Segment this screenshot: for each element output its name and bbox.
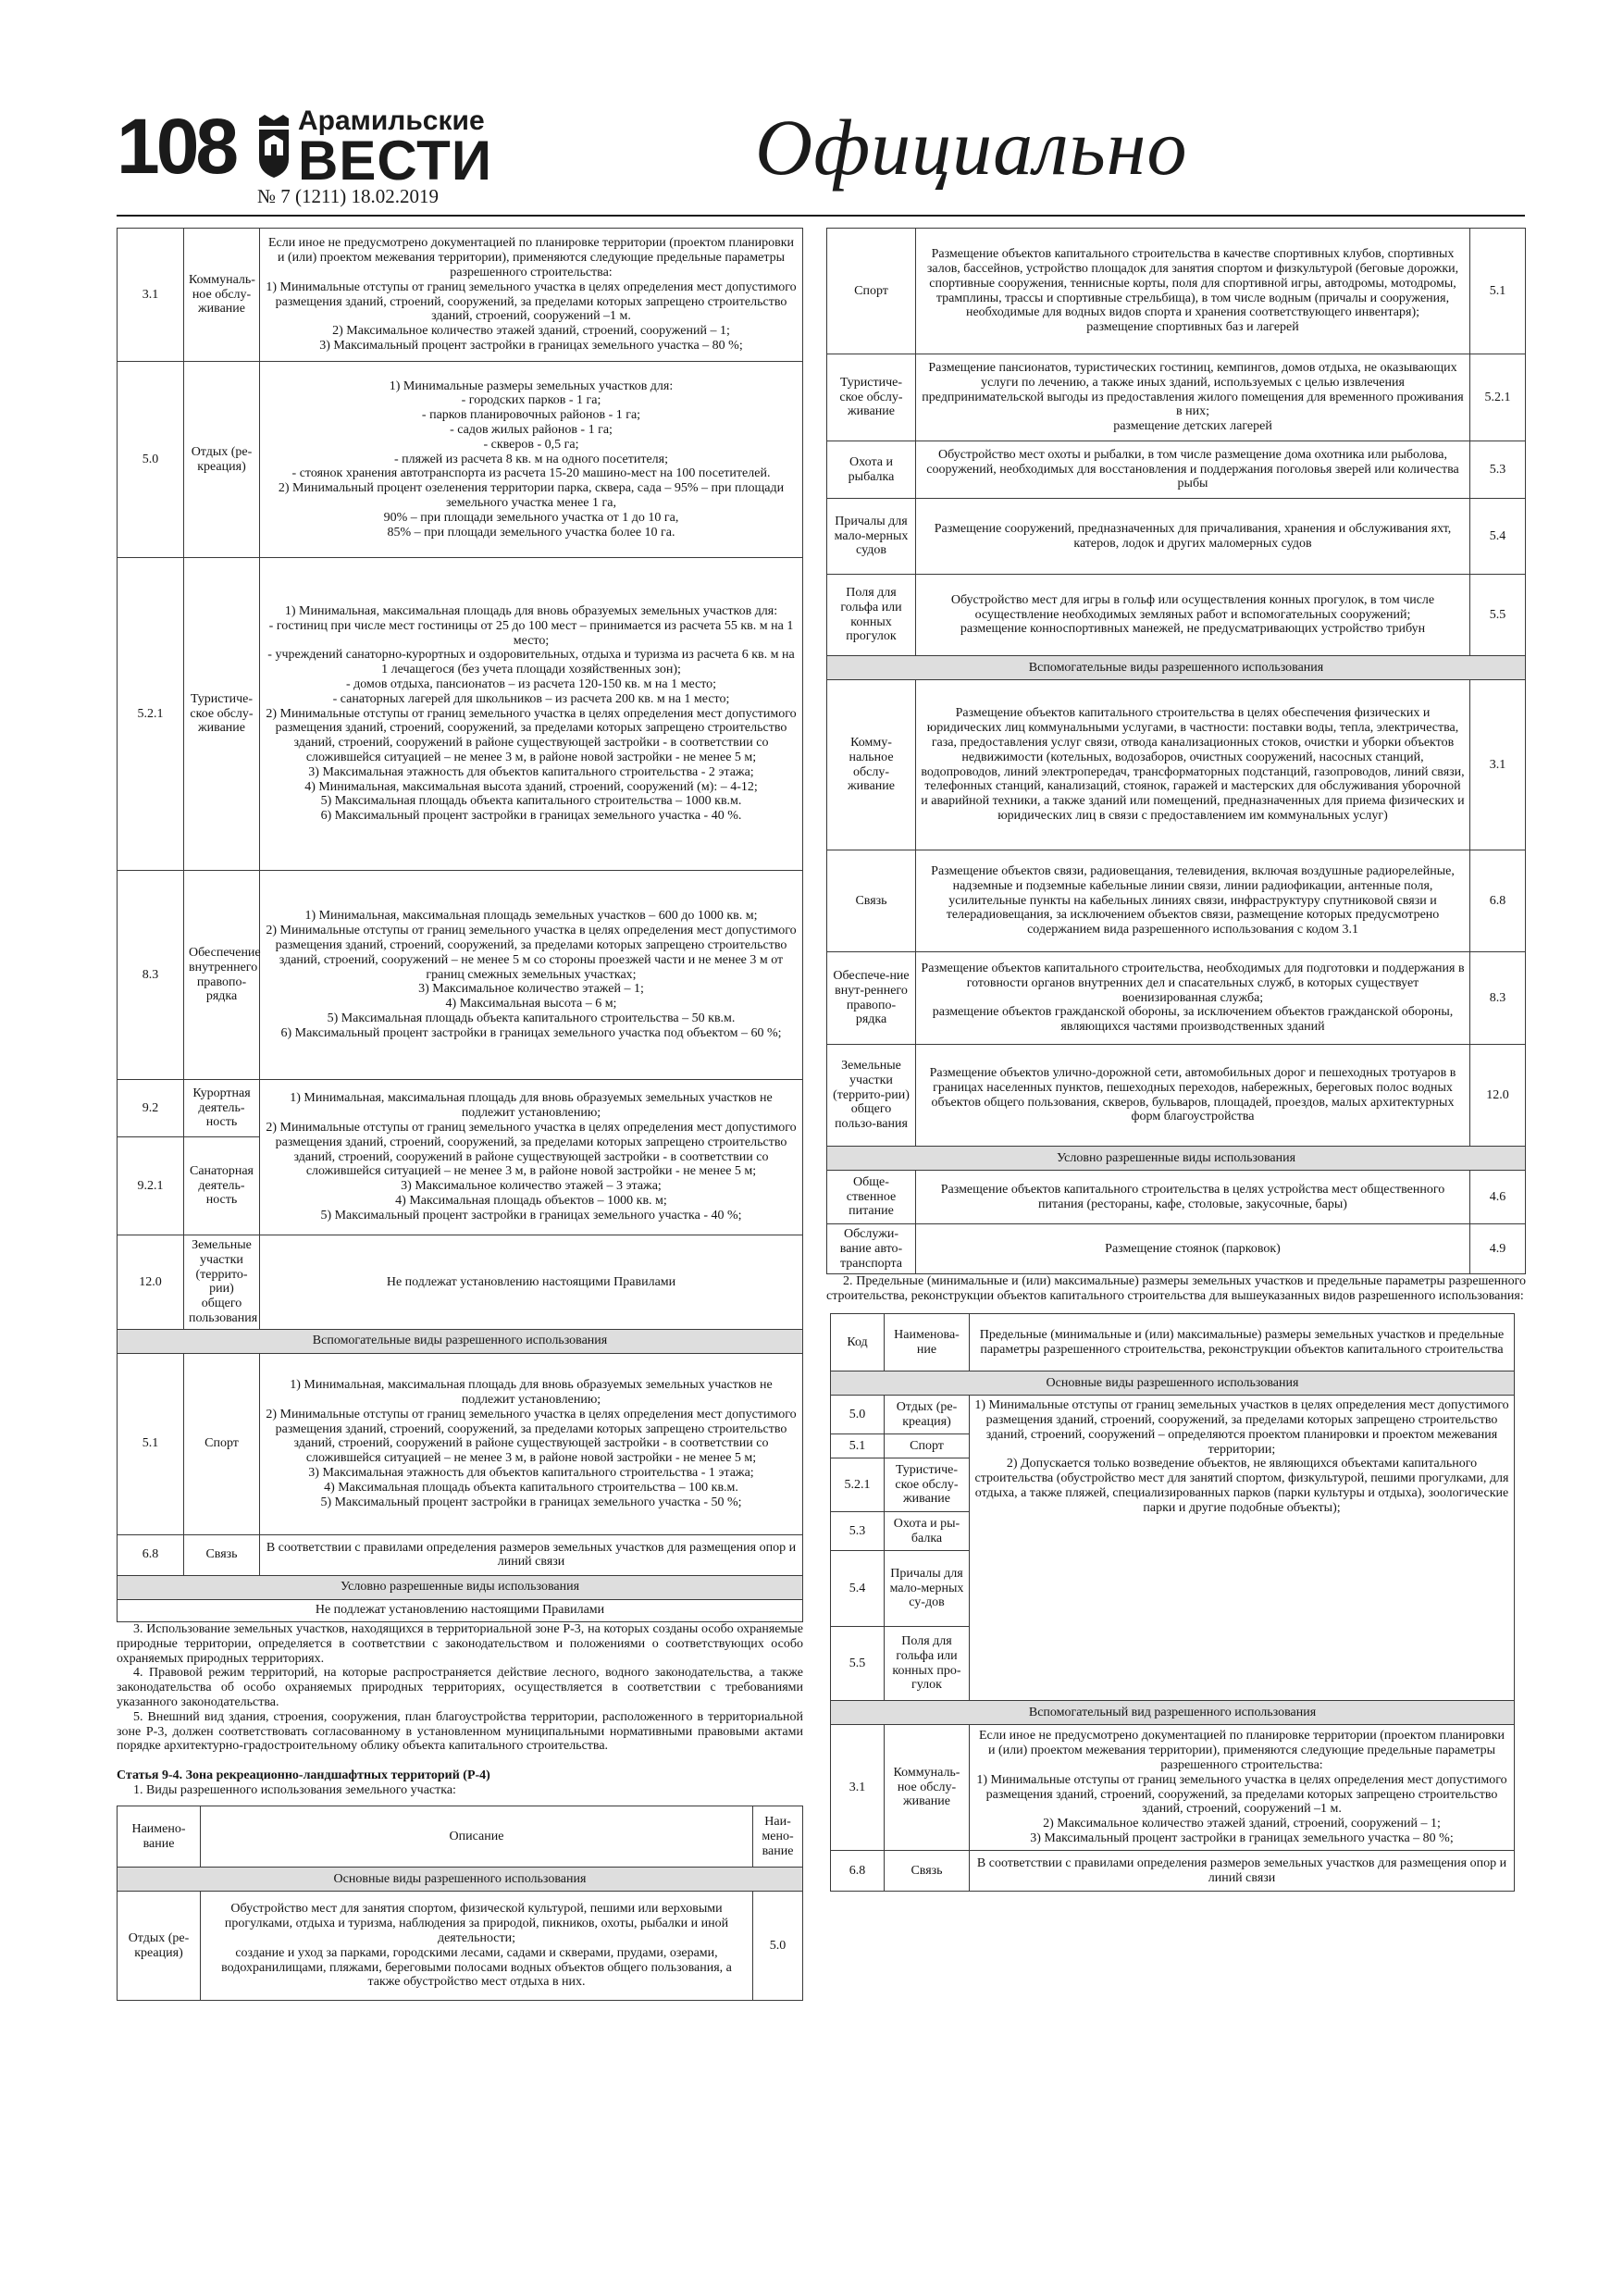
params-cell: В соответствии с правилами определения размеров земельных участков для размещения опор и линий связи (970, 1851, 1515, 1892)
section-header: Основные виды разрешенного использования (831, 1371, 1515, 1396)
table-row (118, 871, 803, 1080)
section-header-row (118, 1575, 803, 1599)
name-cell: Отдых (ре-креация) (184, 362, 260, 558)
params-cell: Размещение объектов капитального строительства в целях устройства мест общественного питания (рестораны, кафе, столовые, закусочные, бары) (916, 1171, 1470, 1224)
params-cell: Размещение объектов улично-дорожной сети, автомобильных дорог и пешеходных тротуаров в границах населенных пунктов, пешеходных переходов, набережных, береговых полос водных объектов общего пользования, скверов, бульваров, площадей, проездов, малых архитектурных форм благоустройства (916, 1045, 1470, 1147)
right-uses-table (826, 228, 1526, 1274)
name-cell: Земельные участки (террито-рии) общего пользо-вания (827, 1045, 916, 1147)
name-cell: Обще-ственное питание (827, 1171, 916, 1224)
params-cell: 1) Минимальные размеры земельных участков для: - городских парков - 1 га; - парков планировочных районов - 1 га; - садов жилых районов - 1 га; - скверов - 0,5 га; - пляжей из расчета 8 кв. м на одного посетителя; - стоянок хранения автотранспорта из расчета 15-20 машино-мест на 100 посетителей. 2) Минимальный процент озеленения территории парка, сквера, сада – 95% – при площади земельного участка менее 1 га, 90% – при площади земельного участка от 1 до 10 га, 85% – при площади земельного участка более 10 га. (260, 362, 803, 558)
name-cell: Обслужи-вание авто-транспорта (827, 1224, 916, 1274)
name-cell: Курортная деятель-ность (184, 1080, 260, 1137)
issue-info: № 7 (1211) 18.02.2019 (257, 185, 439, 207)
code-cell: 3.1 (831, 1725, 885, 1851)
section-header: Вспомогательный вид разрешенного использования (831, 1701, 1515, 1725)
table-row (827, 441, 1526, 499)
section-header-row (118, 1329, 803, 1353)
paragraph: 4. Правовой режим территорий, на которые распространяется действие лесного, водного законодательства, а также законодательства об особо охраняемых природных территориях, осуществляется в соответствии с требованиями указанного законодательства. (117, 1666, 803, 1709)
name-cell: Причалы для мало-мерных судов (827, 499, 916, 575)
code-cell: 5.4 (831, 1551, 885, 1627)
coat-of-arms-icon (255, 113, 292, 180)
name-cell: Поля для гольфа или конных про-гулок (885, 1627, 970, 1701)
code-cell: 12.0 (118, 1235, 184, 1330)
table-row (827, 1045, 1526, 1147)
params-cell: Размещение пансионатов, туристических гостиниц, кемпингов, домов отдыха, не оказывающих услуги по лечению, а также иных зданий, используемых с целью извлечения предпринимательской выгоды из предоставления жилого помещения для временного проживания в них; размещение детских лагерей (916, 354, 1470, 441)
params-cell: Обустройство мест для занятия спортом, физической культурой, пешими или верховыми прогулками, отдыха и туризма, наблюдения за природой, пикников, охоты, рыбалки и иной деятельности; создание и уход за парками, городскими лесами, садами и скверами, прудами, озерами, водохранилищами, пляжами, береговыми полосами водных объектов общего пользования, а также обустройство мест отдыха в них. (201, 1892, 753, 2001)
code-cell: 5.4 (1470, 499, 1526, 575)
table-row (118, 1534, 803, 1575)
code-cell: 5.1 (831, 1434, 885, 1458)
table-header-row (118, 1806, 803, 1868)
params-cell: В соответствии с правилами определения размеров земельных участков для размещения опор и линий связи (260, 1534, 803, 1575)
section-header-row (831, 1701, 1515, 1725)
name-cell: Земельные участки (террито-рии) общего пользования (184, 1235, 260, 1330)
params-cell: Обустройство мест для игры в гольф или осуществления конных прогулок, в том числе осуществление необходимых земляных работ и вспомогательных сооружений; размещение конноспортивных манежей, не предусматривающих устройство трибун (916, 575, 1470, 656)
section-header: Вспомогательные виды разрешенного использования (118, 1329, 803, 1353)
code-cell: 4.9 (1470, 1224, 1526, 1274)
params-cell: Размещение объектов капитального строительства в качестве спортивных клубов, спортивных залов, бассейнов, устройство площадок для занятия спортом и физкультурой (беговые дорожки, спортивные сооружения, теннисные корты, поля для спортивной игры, автодромы, мотодромы, трамплины, трассы и спортивные стрельбища), в том числе водным (причалы и сооружения, необходимые для водных видов спорта и хранения соответствующего инвентаря); размещение спортивных баз и лагерей (916, 229, 1470, 354)
code-cell: 6.8 (831, 1851, 885, 1892)
table-row (118, 1353, 803, 1534)
brand-title: ВЕСТИ (298, 130, 492, 192)
limits-table (830, 1313, 1515, 1892)
brand-top: Арамильские (298, 105, 485, 136)
params-cell: 1) Минимальные отступы от границ земельных участков в целях определения мест допустимого размещения зданий, строений, сооружений, за пределами которых запрещено строительство зданий, строений, сооружений – определяются проектом планировки и проектом межевания территории; 2) Допускается только возведение объектов, не являющихся объектами капитального строительства (обустройство мест для занятий спортом, физкультурой, пешими прогулками, для отдыха, а также пляжей, специализированных парков (парки культуры и отдыха), зоологические парки и другие подобные объекты); (970, 1396, 1515, 1701)
table-row (827, 575, 1526, 656)
table-row (118, 1892, 803, 2001)
params-cell: Обустройство мест охоты и рыбалки, в том числе размещение дома охотника или рыболова, сооружений, необходимых для восстановления и поддержания поголовья зверей или количества рыбы (916, 441, 1470, 499)
params-cell: 1) Минимальная, максимальная площадь для вновь образуемых земельных участков для: - гостиниц при числе мест гостиницы от 25 до 100 мест – принимается из расчета 55 кв. м на 1 место; - учреждений санаторно-курортных и оздоровительных, отдыха и туризма из расчета 6 кв. м на 1 лечащегося (без учета площади хозяйственных зон); - домов отдыха, пансионатов – из расчета 120-150 кв. м на 1 место; - санаторных лагерей для школьников – из расчета 200 кв. м на 1 место; 2) Минимальные отступы от границ земельного участка в целях определения мест допустимого размещения зданий, строений, сооружений, за пределами которых запрещено строительство зданий, строений, сооружений в районе существующей застройки - в соответствии со сложившейся ситуацией – не менее 3 м, в районе новой застройки - не менее 5 м; 3) Максимальная этажность для объектов капитального строительства - 2 этажа; 4) Минимальная, максимальная высота зданий, строений, сооружений (м): – 4-12; 5) Максимальная площадь объекта капитального строительства – 1000 кв.м. 6) Максимальный процент застройки в границах земельного участка - 40 %. (260, 558, 803, 871)
code-cell: 5.0 (118, 362, 184, 558)
params-cell: 1) Минимальная, максимальная площадь для вновь образуемых земельных участков не подлежит установлению; 2) Минимальные отступы от границ земельного участка в целях определения мест допустимого размещения зданий, строений, сооружений, за пределами которых запрещено строительство зданий, строений, сооружений в районе существующей застройки - в соответствии со сложившейся ситуацией – не менее 3 м, в районе новой застройки - не менее 5 м; 3) Максимальная этажность для объектов капитального строительства - 1 этажа; 4) Максимальная площадь объекта капитального строительства – 100 кв.м. 5) Максимальный процент застройки в границах земельного участка - 50 %; (260, 1353, 803, 1534)
code-cell: 5.5 (1470, 575, 1526, 656)
name-cell: Охота и ры-балка (885, 1512, 970, 1551)
params-cell: Не подлежат установлению настоящими Правилами (260, 1235, 803, 1330)
section-header: Условно разрешенные виды использования (827, 1147, 1526, 1171)
table-row (118, 362, 803, 558)
table-row (118, 229, 803, 362)
article-title: Статья 9-4. Зона рекреационно-ландшафтных территорий (Р-4) (117, 1769, 490, 1783)
name-cell: Охота и рыбалка (827, 441, 916, 499)
params-cell: Если иное не предусмотрено документацией по планировке территории (проектом планировки и (или) проектом межевания территории), применяются следующие предельные параметры разрешенного строительства: 1) Минимальные отступы от границ земельного участка в целях определения мест допустимого размещения зданий, строений, сооружений, за пределами которых запрещено строительство зданий, строений, сооружений –1 м. 2) Максимальное количество этажей зданий, строений, сооружений – 1; 3) Максимальный процент застройки в границах земельного участка – 80 %; (970, 1725, 1515, 1851)
name-cell: Комму-нальное обслу-живание (827, 680, 916, 850)
code-cell: 3.1 (1470, 680, 1526, 850)
params-cell: Размещение стоянок (парковок) (916, 1224, 1470, 1274)
params-cell: Размещение сооружений, предназначенных для причаливания, хранения и обслуживания яхт, катеров, лодок и других маломерных судов (916, 499, 1470, 575)
table-row (827, 850, 1526, 952)
name-cell: Обеспече-ние внут-реннего правопо-рядка (827, 952, 916, 1045)
section-header: Основные виды разрешенного использования (118, 1868, 803, 1892)
params-cell: Размещение объектов капитального строительства, необходимых для подготовки и поддержания в готовности органов внутренних дел и спасательных служб, в которых существует военизированная служба; размещение объектов гражданской обороны, за исключением объектов гражданской обороны, являющихся частями производственных зданий (916, 952, 1470, 1045)
section-header-row (827, 656, 1526, 680)
name-cell: Связь (885, 1851, 970, 1892)
left-rules-table (117, 228, 803, 1622)
code-cell: 8.3 (118, 871, 184, 1080)
code-cell: 8.3 (1470, 952, 1526, 1045)
name-cell: Обеспечение внутреннего правопо-рядка (184, 871, 260, 1080)
code-cell: 6.8 (118, 1534, 184, 1575)
code-cell: 12.0 (1470, 1045, 1526, 1147)
table-row (831, 1725, 1515, 1851)
name-cell: Спорт (827, 229, 916, 354)
params-cell: Если иное не предусмотрено документацией по планировке территории (проектом планировки и (или) проектом межевания территории), применяются следующие предельные параметры разрешенного строительства: 1) Минимальные отступы от границ земельного участка в целях определения мест допустимого размещения зданий, строений, сооружений, за пределами которых запрещено строительство зданий, строений, сооружений –1 м. 2) Максимальное количество этажей зданий, строений, сооружений – 1; 3) Максимальный процент застройки в границах земельного участка – 80 %; (260, 229, 803, 362)
table-row (118, 1599, 803, 1621)
right-column (826, 228, 1526, 1892)
code-cell: 5.0 (831, 1396, 885, 1434)
name-cell: Туристиче-ское обслу-живание (827, 354, 916, 441)
header-rule (117, 215, 1525, 217)
table-row (827, 229, 1526, 354)
code-cell: 5.1 (118, 1353, 184, 1534)
left-column (117, 228, 803, 2001)
table-row (831, 1851, 1515, 1892)
table-row (827, 952, 1526, 1045)
name-cell: Причалы для мало-мерных су-дов (885, 1551, 970, 1627)
paragraph: 2. Предельные (минимальные и (или) максимальные) размеры земельных участков и предельные параметры разрешенного строительства, реконструкции объектов капитального строительства для вышеуказанных видов разрешенного использования: (826, 1274, 1526, 1304)
name-cell: Отдых (ре-креация) (885, 1396, 970, 1434)
name-cell: Туристиче-ское обслу-живание (885, 1458, 970, 1512)
masthead (117, 100, 1525, 211)
column-header: Наимено-вание (118, 1806, 201, 1868)
code-cell: 5.2.1 (1470, 354, 1526, 441)
params-cell: Размещение объектов связи, радиовещания, телевидения, включая воздушные радиорелейные, надземные и подземные кабельные линии связи, линии радиофикации, антенные поля, усилительные пункты на кабельных линиях связи, инфраструктуру спутниковой связи и телерадиовещания, за исключением объектов связи, размещение которых предусмотрено содержанием вида разрешенного использования с кодом 3.1 (916, 850, 1470, 952)
column-header: Наименова-ние (885, 1314, 970, 1371)
params-cell: Не подлежат установлению настоящими Правилами (118, 1599, 803, 1621)
column-header: Код (831, 1314, 885, 1371)
rubric-title: Официально (755, 103, 1188, 192)
name-cell: Отдых (ре-креация) (118, 1892, 201, 2001)
section-header: Вспомогательные виды разрешенного использования (827, 656, 1526, 680)
section-header-row (827, 1147, 1526, 1171)
section-header-row (118, 1868, 803, 1892)
params-cell: 1) Минимальная, максимальная площадь для вновь образуемых земельных участков не подлежит установлению; 2) Минимальные отступы от границ земельного участка в целях определения мест допустимого размещения зданий, строений, сооружений, за пределами которых запрещено строительство зданий, строений, сооружений в районе существующей застройки - в соответствии со сложившейся ситуацией – не менее 3 м, в районе новой застройки - не менее 5 м; 3) Максимальное количество этажей – 3 этажа; 4) Максимальная площадь объектов – 1000 кв. м; 5) Максимальный процент застройки в границах земельного участка - 40 %; (260, 1080, 803, 1235)
paragraph: 5. Внешний вид здания, строения, сооружения, план благоустройства территории, расположенного в территориальной зоне Р-3, должен соответствовать согласованному в установленном муниципальными нормативными правовыми актами порядке архитектурно-градостроительному облику объекта капитального строительства. (117, 1709, 803, 1754)
code-cell: 5.3 (1470, 441, 1526, 499)
table-row (827, 499, 1526, 575)
article-subtitle: 1. Виды разрешенного использования земельного участка: (133, 1783, 456, 1798)
name-cell: Связь (827, 850, 916, 952)
code-cell: 3.1 (118, 229, 184, 362)
code-cell: 5.3 (831, 1512, 885, 1551)
name-cell: Спорт (184, 1353, 260, 1534)
name-cell: Коммуналь-ное обслу-живание (184, 229, 260, 362)
code-cell: 9.2.1 (118, 1137, 184, 1235)
code-cell: 6.8 (1470, 850, 1526, 952)
name-cell: Спорт (885, 1434, 970, 1458)
name-cell: Туристиче-ское обслу-живание (184, 558, 260, 871)
code-cell: 5.1 (1470, 229, 1526, 354)
code-cell: 5.2.1 (118, 558, 184, 871)
table-row (827, 1171, 1526, 1224)
name-cell: Санаторная деятель-ность (184, 1137, 260, 1235)
code-cell: 5.0 (753, 1892, 803, 2001)
table-row (827, 1224, 1526, 1274)
params-cell: 1) Минимальная, максимальная площадь земельных участков – 600 до 1000 кв. м; 2) Минимальные отступы от границ земельного участка в целях определения мест допустимого размещения зданий, строений, сооружений, за пределами которых запрещено строительство зданий, строений, сооружений – не менее 5 м со стороны проезжей части и не менее 3 м от границ смежных земельных участках; 3) Максимальное количество этажей – 1; 4) Максимальная высота – 6 м; 5) Максимальная площадь объекта капитального строительства – 50 кв.м. 6) Максимальный процент застройки в границах земельного участка под объектом – 60 %; (260, 871, 803, 1080)
column-header: Наи-мено-вание (753, 1806, 803, 1868)
table-row (831, 1396, 1515, 1434)
table-row (118, 558, 803, 871)
article-table (117, 1806, 803, 2001)
code-cell: 5.2.1 (831, 1458, 885, 1512)
table-row (118, 1080, 803, 1137)
table-header-row (831, 1314, 1515, 1371)
section-header-row (831, 1371, 1515, 1396)
paragraph: 3. Использование земельных участков, находящихся в территориальной зоне Р-3, на которых созданы особо охраняемые природные территории, определяется в соответствии с законодательством и положениями о соответствующих особо охраняемых природных территориях. (117, 1621, 803, 1666)
params-cell: Размещение объектов капитального строительства в целях обеспечения физических и юридических лиц коммунальными услугами, в частности: поставки воды, тепла, электричества, газа, предоставления услуг связи, отвода канализационных стоков, очистки и уборки объектов недвижимости (котельных, водозаборов, очистных сооружений, насосных станций, водопроводов, линий электропередач, трансформаторных подстанций, газопроводов, линий связи, телефонных станций, канализаций, стоянок, гаражей и мастерских для обслуживания уборочной и аварийной техники, а также зданий или помещений, предназначенных для приема физических и юридических лиц в связи с предоставлением им коммунальных услуг) (916, 680, 1470, 850)
section-header: Условно разрешенные виды использования (118, 1575, 803, 1599)
table-row (118, 1235, 803, 1330)
table-row (827, 680, 1526, 850)
code-cell: 4.6 (1470, 1171, 1526, 1224)
name-cell: Коммуналь-ное обслу-живание (885, 1725, 970, 1851)
code-cell: 5.5 (831, 1627, 885, 1701)
page-number: 108 (117, 103, 236, 190)
column-header: Предельные (минимальные и (или) максимальные) размеры земельных участков и предельные параметры разрешенного строительства, реконструкции объектов капитального строительства (970, 1314, 1515, 1371)
column-header: Описание (201, 1806, 753, 1868)
code-cell: 9.2 (118, 1080, 184, 1137)
table-row (827, 354, 1526, 441)
name-cell: Поля для гольфа или конных прогулок (827, 575, 916, 656)
name-cell: Связь (184, 1534, 260, 1575)
